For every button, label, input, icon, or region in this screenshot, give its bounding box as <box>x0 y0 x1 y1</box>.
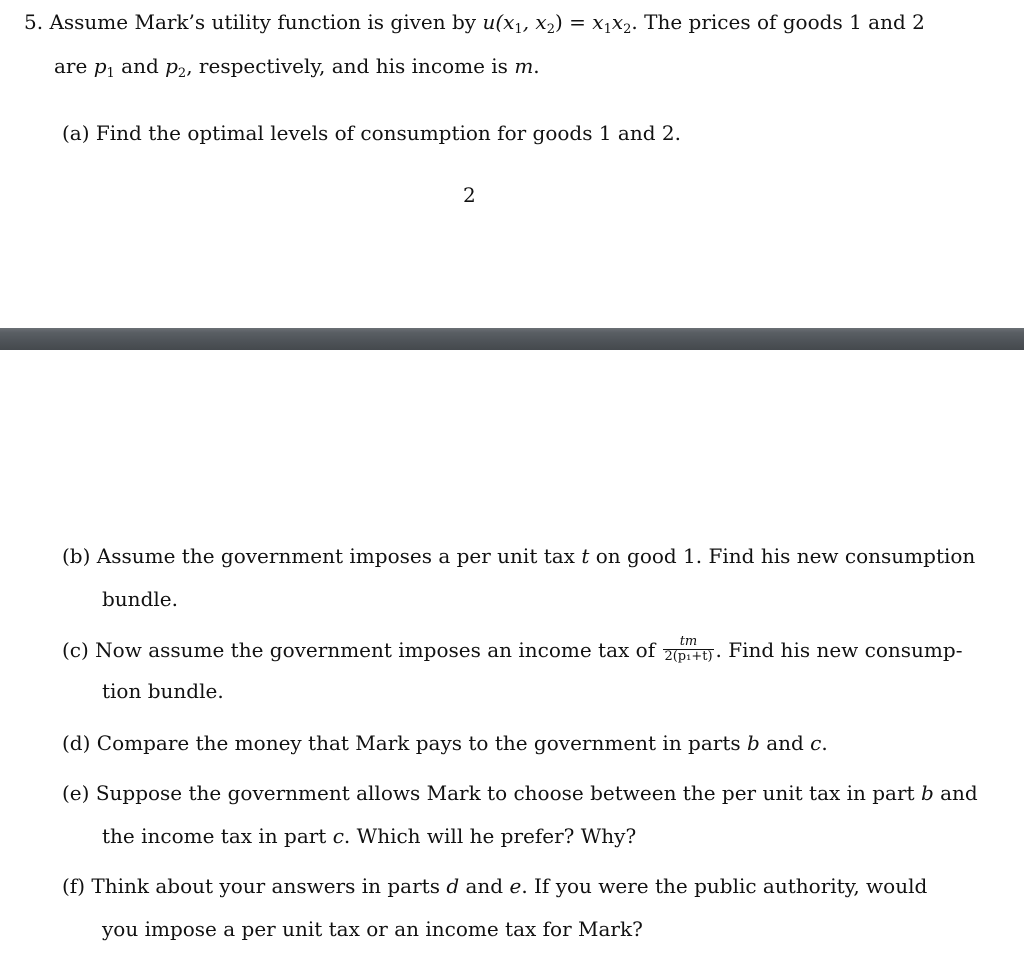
part-text: bundle. <box>102 587 178 611</box>
var-b: b <box>747 731 760 755</box>
question-number: 5. <box>24 10 44 34</box>
income-var: m <box>514 54 534 78</box>
part-c-line-2 <box>102 679 224 703</box>
part-a <box>62 121 681 145</box>
part-f-line-2 <box>102 917 643 941</box>
part-text: and <box>766 731 804 755</box>
part-text: Now assume the government imposes an income tax of <box>95 638 656 662</box>
part-text: Compare the money that Mark pays to the government in parts <box>96 731 741 755</box>
part-text: you impose a per unit tax or an income tax for Mark? <box>102 917 643 941</box>
part-label: (a) <box>62 121 90 145</box>
page-divider <box>0 328 1024 350</box>
part-text: and <box>465 874 504 898</box>
part-text: the income tax in part <box>102 824 327 848</box>
period: . <box>821 731 828 755</box>
fraction-denominator: 2(p₁+t) <box>664 649 713 664</box>
part-label: (c) <box>62 638 89 662</box>
sub: 1 <box>514 22 523 37</box>
equals: = <box>569 10 586 34</box>
price-1 <box>93 54 115 81</box>
part-text: tion bundle. <box>102 679 224 703</box>
part-d <box>62 731 828 755</box>
sub: 2 <box>546 22 555 37</box>
question-text: are <box>54 54 88 78</box>
x: x <box>611 10 624 34</box>
page-number: 2 <box>463 183 476 207</box>
p: p <box>93 54 107 78</box>
var-c: c <box>332 824 344 848</box>
sub: 1 <box>603 22 612 37</box>
question-text: Assume Mark’s utility function is given by <box>49 10 477 34</box>
part-e-line-2 <box>102 824 636 848</box>
part-b-line-1 <box>62 544 975 568</box>
product <box>592 10 632 37</box>
sub: 1 <box>106 66 115 81</box>
part-text: . Which will he prefer? Why? <box>343 824 637 848</box>
price-2 <box>165 54 187 81</box>
x: x <box>592 10 604 34</box>
question-5-line-2 <box>54 54 540 86</box>
part-text: on good 1. Find his new consumption <box>595 544 976 568</box>
part-label: (e) <box>62 781 90 805</box>
sub: 2 <box>623 22 632 37</box>
var-b: b <box>920 781 934 805</box>
question-text: . The prices of goods 1 and 2 <box>631 10 925 34</box>
part-f-line-1 <box>62 874 927 898</box>
income-tax-fraction <box>663 635 713 664</box>
part-text: . If you were the public authority, would <box>521 874 928 898</box>
u-open: u(x <box>482 10 515 34</box>
sub: 2 <box>177 66 187 81</box>
question-text: and <box>121 54 159 78</box>
part-e-line-1 <box>62 781 978 805</box>
fraction-numerator: tm <box>663 635 713 650</box>
question-text: , respectively, and his income is <box>186 54 508 78</box>
period: . <box>533 54 540 78</box>
part-label: (f) <box>62 874 86 898</box>
close-paren: ) <box>554 10 563 34</box>
part-text: Think about your answers in parts <box>91 874 440 898</box>
part-text: Find the optimal levels of consumption for goods 1 and 2. <box>95 121 681 145</box>
var-d: d <box>446 874 460 898</box>
var-c: c <box>810 731 822 755</box>
part-c-line-1 <box>62 634 963 666</box>
comma-x: , x <box>522 10 547 34</box>
part-label: (d) <box>62 731 91 755</box>
part-text: and <box>940 781 978 805</box>
part-text: . Find his new consump- <box>715 638 963 662</box>
tax-var: t <box>581 544 590 568</box>
question-5-line-1 <box>24 10 925 42</box>
part-text: Suppose the government allows Mark to choose between the per unit tax in part <box>95 781 915 805</box>
part-b-line-2 <box>102 587 178 611</box>
var-e: e <box>509 874 522 898</box>
part-label: (b) <box>62 544 91 568</box>
p: p <box>165 54 178 78</box>
utility-function <box>482 10 563 37</box>
part-text: Assume the government imposes a per unit tax <box>96 544 575 568</box>
